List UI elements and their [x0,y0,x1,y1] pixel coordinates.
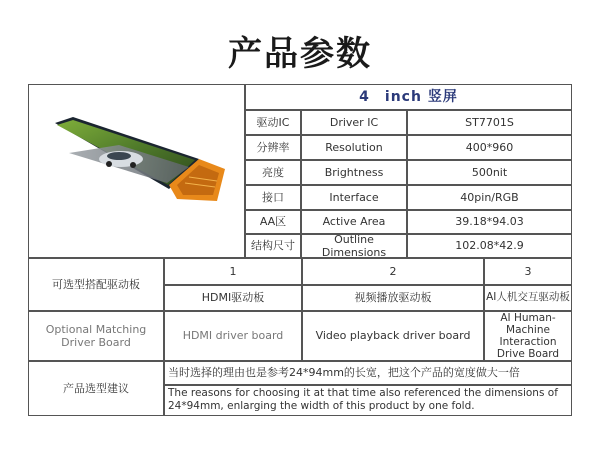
matching-cn-1: HDMI驱动板 [164,285,302,311]
spec-cn-4: AA区 [245,210,301,234]
matching-cn-2: 视频播放驱动板 [302,285,484,311]
spec-cn-1: 分辨率 [245,135,301,160]
matching-label-cn: 可选型搭配驱动板 [28,258,164,311]
matching-en-1: HDMI driver board [164,311,302,361]
spec-cn-0: 驱动IC [245,110,301,135]
matching-en-3: AI Human-Machine Interaction Drive Board [484,311,572,361]
spec-en-3: Interface [301,185,407,210]
advice-en: The reasons for choosing it at that time also referenced the dimensions of 24*94mm, enlarging the width of this product by one fold. [164,385,572,416]
spec-value-1: 400*960 [407,135,572,160]
spec-en-0: Driver IC [301,110,407,135]
matching-num-3: 3 [484,258,572,285]
matching-label-en: Optional Matching Driver Board [28,311,164,361]
matching-en-2: Video playback driver board [302,311,484,361]
spec-value-3: 40pin/RGB [407,185,572,210]
advice-label: 产品选型建议 [28,361,164,416]
matching-num-2: 2 [302,258,484,285]
spec-cn-3: 接口 [245,185,301,210]
spec-header: 4 inch 竖屏 [245,84,572,110]
spec-en-5: Outline Dimensions [301,234,407,258]
spec-cn-2: 亮度 [245,160,301,185]
spec-value-4: 39.18*94.03 [407,210,572,234]
spec-value-5: 102.08*42.9 [407,234,572,258]
product-image-cell [28,84,245,258]
spec-value-0: ST7701S [407,110,572,135]
page-title: 产品参数 [228,34,372,74]
spec-table [28,84,572,416]
spec-en-1: Resolution [301,135,407,160]
product-image [49,115,227,205]
spec-value-2: 500nit [407,160,572,185]
spec-en-4: Active Area [301,210,407,234]
matching-num-1: 1 [164,258,302,285]
spec-en-2: Brightness [301,160,407,185]
advice-cn: 当时选择的理由也是参考24*94mm的长宽，把这个产品的宽度做大一倍 [164,361,572,385]
matching-cn-3: AI人机交互驱动板 [484,285,572,311]
spec-cn-5: 结构尺寸 [245,234,301,258]
